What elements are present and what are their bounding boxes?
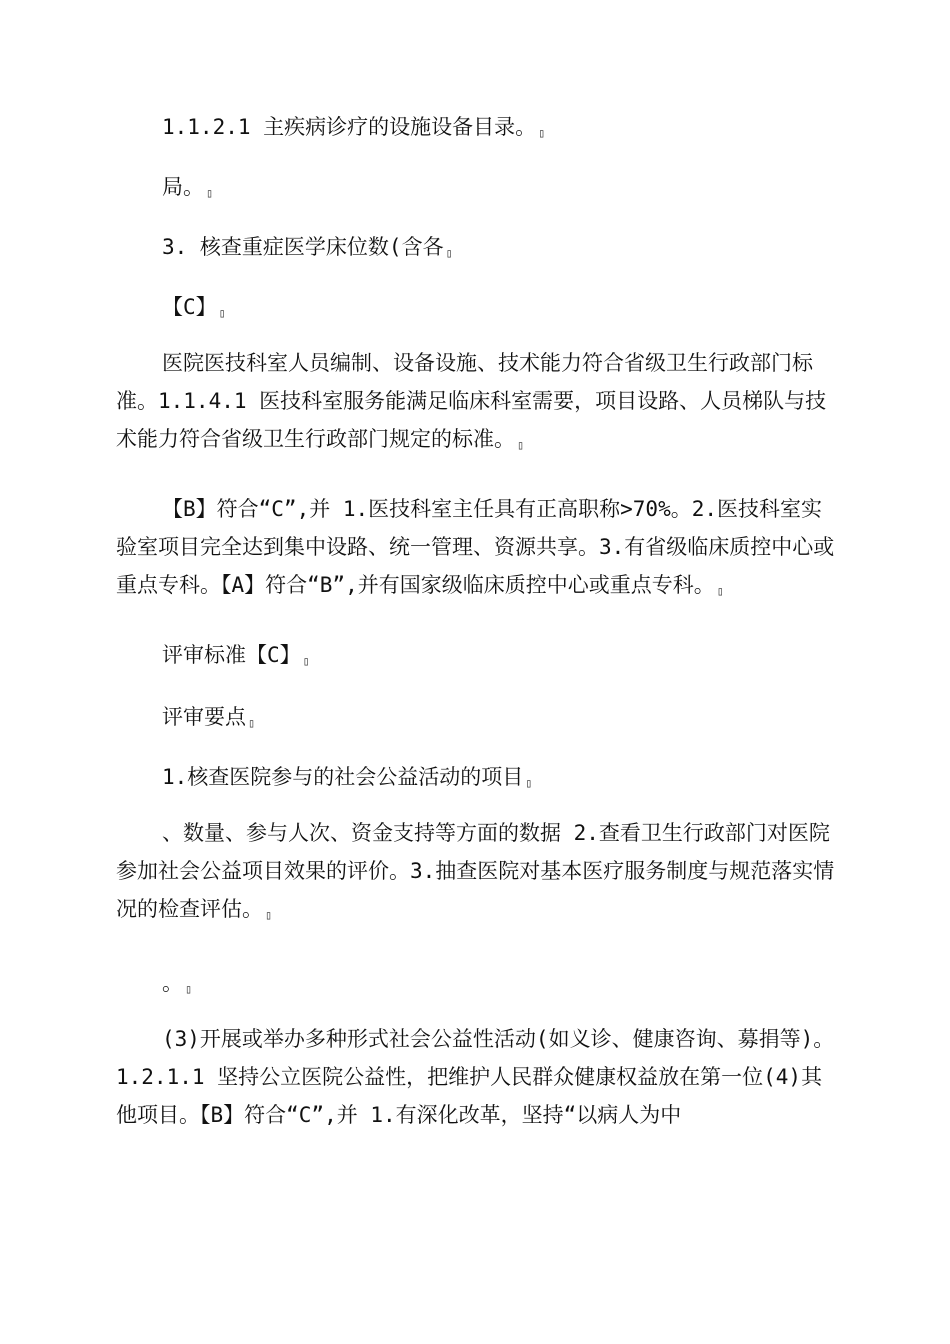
paragraph-text: 【C】 [162,295,217,319]
paragraph-text: 【B】符合“C”,并 1.医技科室主任具有正高职称>70%。2.医技科室实验室项目完全达到集中设路、统一管理、资源共享。3.有省级临床质控中心或重点专科。【A】符合“B”,并有国家级临床质控中心或重点专科。 [116,497,835,597]
paragraph-text: 评审要点 [162,705,246,729]
paragraph-mark-icon: ▯ [525,776,533,790]
paragraph-text: 局。 [162,175,204,199]
paragraph-text: 3. 核查重症医学床位数(含各 [162,235,444,259]
paragraph-mark-icon: ▯ [218,306,226,320]
paragraph-1 [116,108,836,152]
paragraph-text: 。 [162,971,183,995]
paragraph-11 [116,964,836,1008]
paragraph-mark-icon: ▯ [538,126,546,140]
paragraph-mark-icon: ▯ [206,186,214,200]
paragraph-2 [116,168,836,212]
paragraph-mark-icon: ▯ [716,584,724,598]
paragraph-7 [116,636,836,680]
paragraph-4 [116,288,836,332]
paragraph-text: 医院医技科室人员编制、设备设施、技术能力符合省级卫生行政部门标准。1.1.4.1 医技科室服务能满足临床科室需要，项目设路、人员梯队与技术能力符合省级卫生行政部门规定的标准。 [116,351,827,451]
paragraph-6 [116,490,836,610]
paragraph-10 [116,814,836,934]
paragraph-8 [116,698,836,742]
paragraph-9 [116,758,836,802]
paragraph-12 [116,1020,836,1134]
paragraph-text: 、数量、参与人次、资金支持等方面的数据 2.查看卫生行政部门对医院参加社会公益项目效果的评价。3.抽查医院对基本医疗服务制度与规范落实情况的检查评估。 [116,821,835,921]
paragraph-mark-icon: ▯ [302,654,310,668]
paragraph-text: 1.核查医院参与的社会公益活动的项目 [162,765,524,789]
paragraph-mark-icon: ▯ [445,246,453,260]
paragraph-mark-icon: ▯ [248,716,256,730]
paragraph-text: (3)开展或举办多种形式社会公益性活动(如义诊、健康咨询、募捐等)。1.2.1.1 坚持公立医院公益性，把维护人民群众健康权益放在第一位(4)其他项目。【B】符合“C”,并 1.有深化改革，坚持“以病人为中 [116,1027,835,1127]
paragraph-3 [116,228,836,272]
paragraph-mark-icon: ▯ [265,908,273,922]
paragraph-5 [116,344,836,464]
paragraph-mark-icon: ▯ [517,438,525,452]
paragraph-mark-icon: ▯ [185,982,193,996]
paragraph-text: 评审标准【C】 [162,643,301,667]
paragraph-text: 1.1.2.1 主疾病诊疗的设施设备目录。 [162,115,537,139]
